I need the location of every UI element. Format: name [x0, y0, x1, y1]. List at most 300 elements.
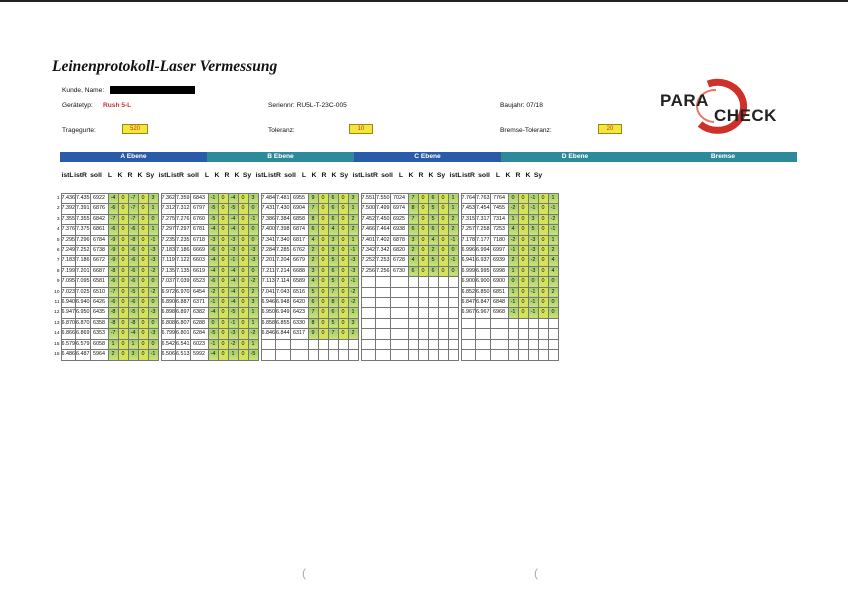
column-header-istl: istL — [255, 172, 268, 179]
cell-d-istl — [361, 339, 376, 349]
table-row — [47, 246, 558, 256]
cell-b-sy: 0 — [248, 204, 258, 214]
cell-c-k — [338, 339, 348, 349]
cell-d-k: 0 — [418, 214, 428, 224]
cell-d-k: 0 — [438, 256, 448, 266]
cell-a-l: -7 — [108, 329, 118, 339]
cell-e-l: 1 — [508, 287, 518, 297]
cell-b-l: -4 — [208, 225, 218, 235]
cell-e-istr: 7.454 — [476, 204, 491, 214]
cell-e-istr — [476, 329, 491, 339]
cell-b-istr: 7.276 — [176, 214, 191, 224]
cell-b-l: -5 — [208, 204, 218, 214]
cell-d-istr — [376, 308, 391, 318]
cell-e-k: 0 — [538, 287, 548, 297]
cell-e-r: -1 — [528, 298, 538, 308]
redacted-name — [110, 86, 195, 94]
column-header-soll: soll — [381, 172, 393, 179]
cell-e-soll — [490, 318, 508, 328]
cell-c-k: 0 — [318, 194, 328, 204]
cell-b-r: -2 — [228, 339, 238, 349]
cell-c-sy: 3 — [348, 318, 358, 328]
cell-a-istr: 7.355 — [76, 214, 91, 224]
column-header-r: R — [515, 172, 521, 179]
row-number: 9 — [56, 279, 60, 285]
cell-c-sy: 2 — [348, 225, 358, 235]
column-header-istr: istR — [365, 172, 378, 179]
cell-b-k: 0 — [218, 204, 228, 214]
cell-a-k: 0 — [138, 318, 148, 328]
cell-c-k — [318, 350, 328, 360]
cell-a-sy: -2 — [148, 266, 158, 276]
cell-a-istr: 7.095 — [76, 277, 91, 287]
cell-d-soll — [390, 339, 408, 349]
column-header-k: K — [525, 172, 531, 179]
cell-c-l: 5 — [308, 287, 318, 297]
cell-b-k: 0 — [238, 225, 248, 235]
cell-e-soll: 7253 — [490, 225, 508, 235]
column-header-sy: Sy — [533, 172, 543, 179]
cell-b-sy: -5 — [248, 350, 258, 360]
cell-e-sy — [548, 350, 558, 360]
cell-d-istl — [361, 298, 376, 308]
cell-b-l: -2 — [208, 287, 218, 297]
cell-a-l: -9 — [108, 246, 118, 256]
cell-b-k: 0 — [218, 225, 228, 235]
cell-d-istr: 7.499 — [376, 204, 391, 214]
cell-d-istr — [376, 350, 391, 360]
cell-c-istl: 7.211 — [261, 266, 276, 276]
cell-b-r: -3 — [228, 235, 238, 245]
cell-a-k: 0 — [138, 277, 148, 287]
cell-c-k: 0 — [318, 329, 328, 339]
cell-b-r: -4 — [228, 214, 238, 224]
cell-b-istl: 6.808 — [161, 318, 176, 328]
cell-e-soll: 6851 — [490, 287, 508, 297]
column-header-sy: Sy — [145, 172, 155, 179]
cell-e-soll — [490, 329, 508, 339]
cell-a-soll: 6510 — [90, 287, 108, 297]
cell-a-l: -9 — [108, 256, 118, 266]
table-row — [47, 225, 558, 235]
cell-b-r: -1 — [228, 256, 238, 266]
cell-b-istr: 7.297 — [176, 225, 191, 235]
cell-b-k: 0 — [218, 329, 228, 339]
cell-b-k: 0 — [238, 235, 248, 245]
cell-a-l: -6 — [108, 204, 118, 214]
cell-d-l — [408, 277, 418, 287]
toleranz-label: Toleranz: — [268, 127, 295, 134]
cell-d-istl — [361, 277, 376, 287]
cell-b-soll: 6797 — [190, 204, 208, 214]
cell-d-sy: 0 — [448, 246, 458, 256]
cell-c-r — [328, 350, 338, 360]
cell-b-l: -4 — [208, 350, 218, 360]
cell-b-istl: 6.799 — [161, 329, 176, 339]
cell-a-sy: 0 — [148, 298, 158, 308]
logo-text-check: CHECK — [714, 106, 777, 125]
cell-a-sy: 0 — [148, 277, 158, 287]
cell-b-k: 0 — [238, 350, 248, 360]
cell-d-k — [418, 350, 428, 360]
cell-a-r: -6 — [128, 256, 138, 266]
cell-d-istr: 7.342 — [376, 246, 391, 256]
cell-d-l — [408, 350, 418, 360]
cell-c-sy: -3 — [348, 256, 358, 266]
cell-a-soll: 6861 — [90, 225, 108, 235]
cell-d-l: 2 — [408, 246, 418, 256]
cell-b-soll: 6523 — [190, 277, 208, 287]
cell-c-k: 0 — [318, 256, 328, 266]
row-number: 5 — [56, 237, 60, 243]
cell-c-sy — [348, 350, 358, 360]
cell-b-istl: 6.542 — [161, 339, 176, 349]
cell-c-l: 3 — [308, 266, 318, 276]
cell-e-istr: 6.850 — [476, 287, 491, 297]
cell-c-soll: 6688 — [290, 266, 308, 276]
cell-e-l: 1 — [508, 214, 518, 224]
cell-d-soll — [390, 277, 408, 287]
cell-c-istl: 6.846 — [261, 329, 276, 339]
cell-b-k: 0 — [238, 329, 248, 339]
cell-d-soll: 7024 — [390, 194, 408, 204]
column-header-k: K — [214, 172, 220, 179]
column-header-k: K — [505, 172, 511, 179]
cell-a-istr: 7.435 — [76, 194, 91, 204]
table-row — [47, 329, 558, 339]
cell-d-istr — [376, 277, 391, 287]
cell-a-istl: 7.376 — [61, 225, 76, 235]
cell-b-istl: 7.312 — [161, 204, 176, 214]
column-header-istl: istL — [158, 172, 171, 179]
cell-a-l: -6 — [108, 298, 118, 308]
cell-c-k — [318, 339, 328, 349]
cell-a-l: 1 — [108, 339, 118, 349]
cell-d-l: 7 — [408, 214, 418, 224]
cell-e-r: -1 — [528, 204, 538, 214]
cell-d-k: 0 — [438, 225, 448, 235]
cell-c-k: 0 — [338, 277, 348, 287]
cell-d-r: 4 — [428, 235, 438, 245]
cell-b-soll: 6669 — [190, 246, 208, 256]
cell-d-k: 0 — [438, 214, 448, 224]
cell-e-k: 0 — [538, 246, 548, 256]
column-header-soll: soll — [187, 172, 199, 179]
cell-a-istl: 7.295 — [61, 235, 76, 245]
cell-d-k — [438, 298, 448, 308]
cell-e-soll: 7314 — [490, 214, 508, 224]
cell-c-k: 0 — [318, 287, 328, 297]
cell-d-istr — [376, 287, 391, 297]
row-number: 3 — [56, 216, 60, 222]
cell-b-k: 0 — [218, 194, 228, 204]
cell-d-l — [408, 329, 418, 339]
cell-e-istr: 7.177 — [476, 235, 491, 245]
cell-a-istl: 6.486 — [61, 350, 76, 360]
cell-e-l — [508, 350, 518, 360]
cell-d-k: 0 — [418, 256, 428, 266]
cell-a-r: -7 — [128, 194, 138, 204]
geraetetyp-label: Gerätetyp: — [62, 102, 93, 109]
cell-a-k: 0 — [118, 277, 128, 287]
cell-e-soll: 7455 — [490, 204, 508, 214]
cell-e-l: -2 — [508, 204, 518, 214]
cell-a-r: -6 — [128, 266, 138, 276]
cell-c-soll: 6874 — [290, 225, 308, 235]
cell-c-istr: 7.340 — [276, 235, 291, 245]
cell-b-l: -4 — [208, 256, 218, 266]
cell-c-soll: 6423 — [290, 308, 308, 318]
cell-e-sy — [548, 329, 558, 339]
table-row — [47, 204, 558, 214]
cell-b-k: 0 — [238, 246, 248, 256]
cell-e-soll: 6997 — [490, 246, 508, 256]
cell-e-r — [528, 329, 538, 339]
cell-c-k: 0 — [338, 329, 348, 339]
band-bremse: Bremse — [649, 152, 797, 162]
cell-e-istr: 6.900 — [476, 277, 491, 287]
column-header-k: K — [117, 172, 123, 179]
cell-d-r — [428, 339, 438, 349]
cell-e-istl — [461, 350, 476, 360]
cell-a-r: -6 — [128, 225, 138, 235]
cell-b-istl: 7.135 — [161, 266, 176, 276]
cell-c-soll: 6817 — [290, 235, 308, 245]
cell-e-soll: 6998 — [490, 266, 508, 276]
cell-e-istr: 6.995 — [476, 266, 491, 276]
cell-c-k — [338, 350, 348, 360]
cell-c-r: 3 — [328, 235, 338, 245]
cell-d-l: 8 — [408, 204, 418, 214]
scan-mark-left: ( — [302, 566, 306, 580]
cell-b-soll: 5992 — [190, 350, 208, 360]
cell-b-soll: 6718 — [190, 235, 208, 245]
cell-a-soll: 6353 — [90, 329, 108, 339]
cell-c-istl: 6.950 — [261, 308, 276, 318]
column-header-istl: istL — [449, 172, 462, 179]
row-number: 1 — [56, 196, 60, 201]
cell-c-r — [328, 339, 338, 349]
column-header-soll: soll — [90, 172, 102, 179]
cell-d-r: 5 — [428, 256, 438, 266]
cell-c-istr: 7.481 — [276, 194, 291, 204]
cell-d-istl — [361, 350, 376, 360]
cell-e-k: 0 — [538, 277, 548, 287]
cell-b-sy: 0 — [248, 235, 258, 245]
cell-a-sy: -3 — [148, 246, 158, 256]
cell-e-k: 0 — [518, 246, 528, 256]
cell-c-sy: 1 — [348, 204, 358, 214]
cell-c-sy — [348, 339, 358, 349]
table-row — [47, 235, 558, 245]
cell-b-soll: 6843 — [190, 194, 208, 204]
cell-d-l — [408, 308, 418, 318]
cell-b-k: 0 — [238, 194, 248, 204]
cell-e-sy: -1 — [548, 204, 558, 214]
cell-d-k: 0 — [438, 204, 448, 214]
cell-e-sy — [548, 339, 558, 349]
cell-e-k — [518, 329, 528, 339]
cell-a-soll: 6784 — [90, 235, 108, 245]
cell-d-k: 0 — [418, 204, 428, 214]
cell-c-k: 0 — [338, 256, 348, 266]
cell-d-k — [438, 287, 448, 297]
cell-a-k: 0 — [118, 350, 128, 360]
cell-c-k: 0 — [318, 225, 328, 235]
cell-b-k: 0 — [218, 256, 228, 266]
cell-c-r: 6 — [328, 308, 338, 318]
cell-d-istl — [361, 287, 376, 297]
cell-b-l: -5 — [208, 329, 218, 339]
cell-a-soll: 6687 — [90, 266, 108, 276]
cell-b-k: 0 — [218, 277, 228, 287]
cell-c-soll: 6589 — [290, 277, 308, 287]
cell-d-istl: 7.466 — [361, 225, 376, 235]
cell-d-k — [438, 277, 448, 287]
cell-e-r: -3 — [528, 266, 538, 276]
column-header-r: R — [224, 172, 230, 179]
cell-d-istl: 7.401 — [361, 235, 376, 245]
cell-b-soll: 6603 — [190, 256, 208, 266]
cell-e-sy: -1 — [548, 225, 558, 235]
cell-a-istr: 7.296 — [76, 235, 91, 245]
cell-e-l: 0 — [508, 194, 518, 204]
cell-a-soll: 6738 — [90, 246, 108, 256]
cell-b-istr: 7.039 — [176, 277, 191, 287]
cell-c-istr: 7.114 — [276, 277, 291, 287]
cell-e-soll: 6900 — [490, 277, 508, 287]
cell-c-soll: 6330 — [290, 318, 308, 328]
cell-d-k: 0 — [438, 194, 448, 204]
cell-a-l: -9 — [108, 235, 118, 245]
cell-b-istr: 7.235 — [176, 235, 191, 245]
cell-c-istl: 7.400 — [261, 225, 276, 235]
cell-c-istr — [276, 339, 291, 349]
cell-e-l — [508, 318, 518, 328]
cell-a-soll: 6358 — [90, 318, 108, 328]
cell-b-r: -1 — [228, 318, 238, 328]
cell-e-k: 0 — [518, 204, 528, 214]
cell-c-l — [308, 339, 318, 349]
cell-d-istr: 7.464 — [376, 225, 391, 235]
cell-a-k: 0 — [138, 204, 148, 214]
cell-a-k: 0 — [138, 350, 148, 360]
cell-e-k — [518, 350, 528, 360]
column-header-istr: istR — [268, 172, 281, 179]
cell-d-l: 6 — [408, 266, 418, 276]
cell-a-sy: -2 — [148, 287, 158, 297]
cell-d-l — [408, 339, 418, 349]
cell-b-istl: 7.183 — [161, 246, 176, 256]
cell-a-istr: 7.186 — [76, 256, 91, 266]
cell-b-k: 0 — [218, 339, 228, 349]
cell-b-k: 0 — [238, 204, 248, 214]
cell-c-l: 8 — [308, 318, 318, 328]
cell-d-sy — [448, 339, 458, 349]
cell-d-r: 6 — [428, 266, 438, 276]
cell-e-k: 0 — [518, 266, 528, 276]
cell-d-istr: 7.402 — [376, 235, 391, 245]
cell-c-sy: 1 — [348, 308, 358, 318]
cell-c-istl: 7.484 — [261, 194, 276, 204]
cell-a-istl: 7.183 — [61, 256, 76, 266]
cell-d-istr — [376, 339, 391, 349]
geraetetyp-value: Rush 5-L — [103, 102, 132, 109]
cell-b-sy: 1 — [248, 339, 258, 349]
cell-a-r: 1 — [128, 339, 138, 349]
cell-c-istr: 7.398 — [276, 225, 291, 235]
cell-c-k: 0 — [338, 235, 348, 245]
cell-b-soll: 6023 — [190, 339, 208, 349]
cell-b-sy: -3 — [248, 246, 258, 256]
cell-a-istr: 6.940 — [76, 298, 91, 308]
cell-d-sy — [448, 350, 458, 360]
cell-a-k: 0 — [118, 256, 128, 266]
cell-c-istr: 7.043 — [276, 287, 291, 297]
cell-d-soll: 6974 — [390, 204, 408, 214]
cell-d-l — [408, 298, 418, 308]
toleranz-value: 10 — [349, 124, 373, 134]
cell-a-k: 0 — [138, 256, 148, 266]
cell-c-r: 6 — [328, 194, 338, 204]
cell-b-istr: 7.186 — [176, 246, 191, 256]
cell-b-sy: 3 — [248, 194, 258, 204]
cell-b-l: -1 — [208, 339, 218, 349]
cell-e-istl — [461, 339, 476, 349]
cell-d-soll — [390, 318, 408, 328]
cell-a-soll: 6672 — [90, 256, 108, 266]
cell-c-k: 0 — [318, 298, 328, 308]
cell-b-istl: 6.972 — [161, 287, 176, 297]
cell-e-k — [518, 339, 528, 349]
logo-text-para: PARA — [660, 91, 709, 110]
cell-b-istr: 7.312 — [176, 204, 191, 214]
column-header-istr: istR — [74, 172, 87, 179]
cell-e-k: 0 — [518, 308, 528, 318]
cell-c-l: 6 — [308, 298, 318, 308]
cell-e-sy: 0 — [548, 308, 558, 318]
cell-d-l: 7 — [408, 194, 418, 204]
cell-d-sy: 1 — [448, 204, 458, 214]
cell-b-soll: 6781 — [190, 225, 208, 235]
cell-a-sy: -1 — [148, 350, 158, 360]
cell-e-istl: 7.178 — [461, 235, 476, 245]
row-number: 15 — [54, 352, 60, 358]
cell-e-istl: 6.900 — [461, 277, 476, 287]
cell-e-istl: 7.764 — [461, 194, 476, 204]
cell-d-istr — [376, 298, 391, 308]
cell-a-sy: 0 — [148, 214, 158, 224]
cell-b-istl: 7.119 — [161, 256, 176, 266]
cell-d-k — [438, 329, 448, 339]
cell-b-l: -4 — [208, 266, 218, 276]
cell-c-r: 4 — [328, 225, 338, 235]
cell-b-soll: 6382 — [190, 308, 208, 318]
cell-a-sy: 3 — [148, 194, 158, 204]
cell-c-sy: 2 — [348, 214, 358, 224]
cell-c-soll: 6317 — [290, 329, 308, 339]
cell-b-sy: -3 — [248, 256, 258, 266]
cell-b-k: 0 — [218, 298, 228, 308]
cell-a-k: 0 — [118, 266, 128, 276]
cell-d-k — [418, 287, 428, 297]
cell-c-sy: 2 — [348, 329, 358, 339]
cell-d-sy: -1 — [448, 235, 458, 245]
cell-b-istl: 6.506 — [161, 350, 176, 360]
cell-a-l: -7 — [108, 287, 118, 297]
cell-b-soll: 6371 — [190, 298, 208, 308]
cell-e-l: -1 — [508, 246, 518, 256]
